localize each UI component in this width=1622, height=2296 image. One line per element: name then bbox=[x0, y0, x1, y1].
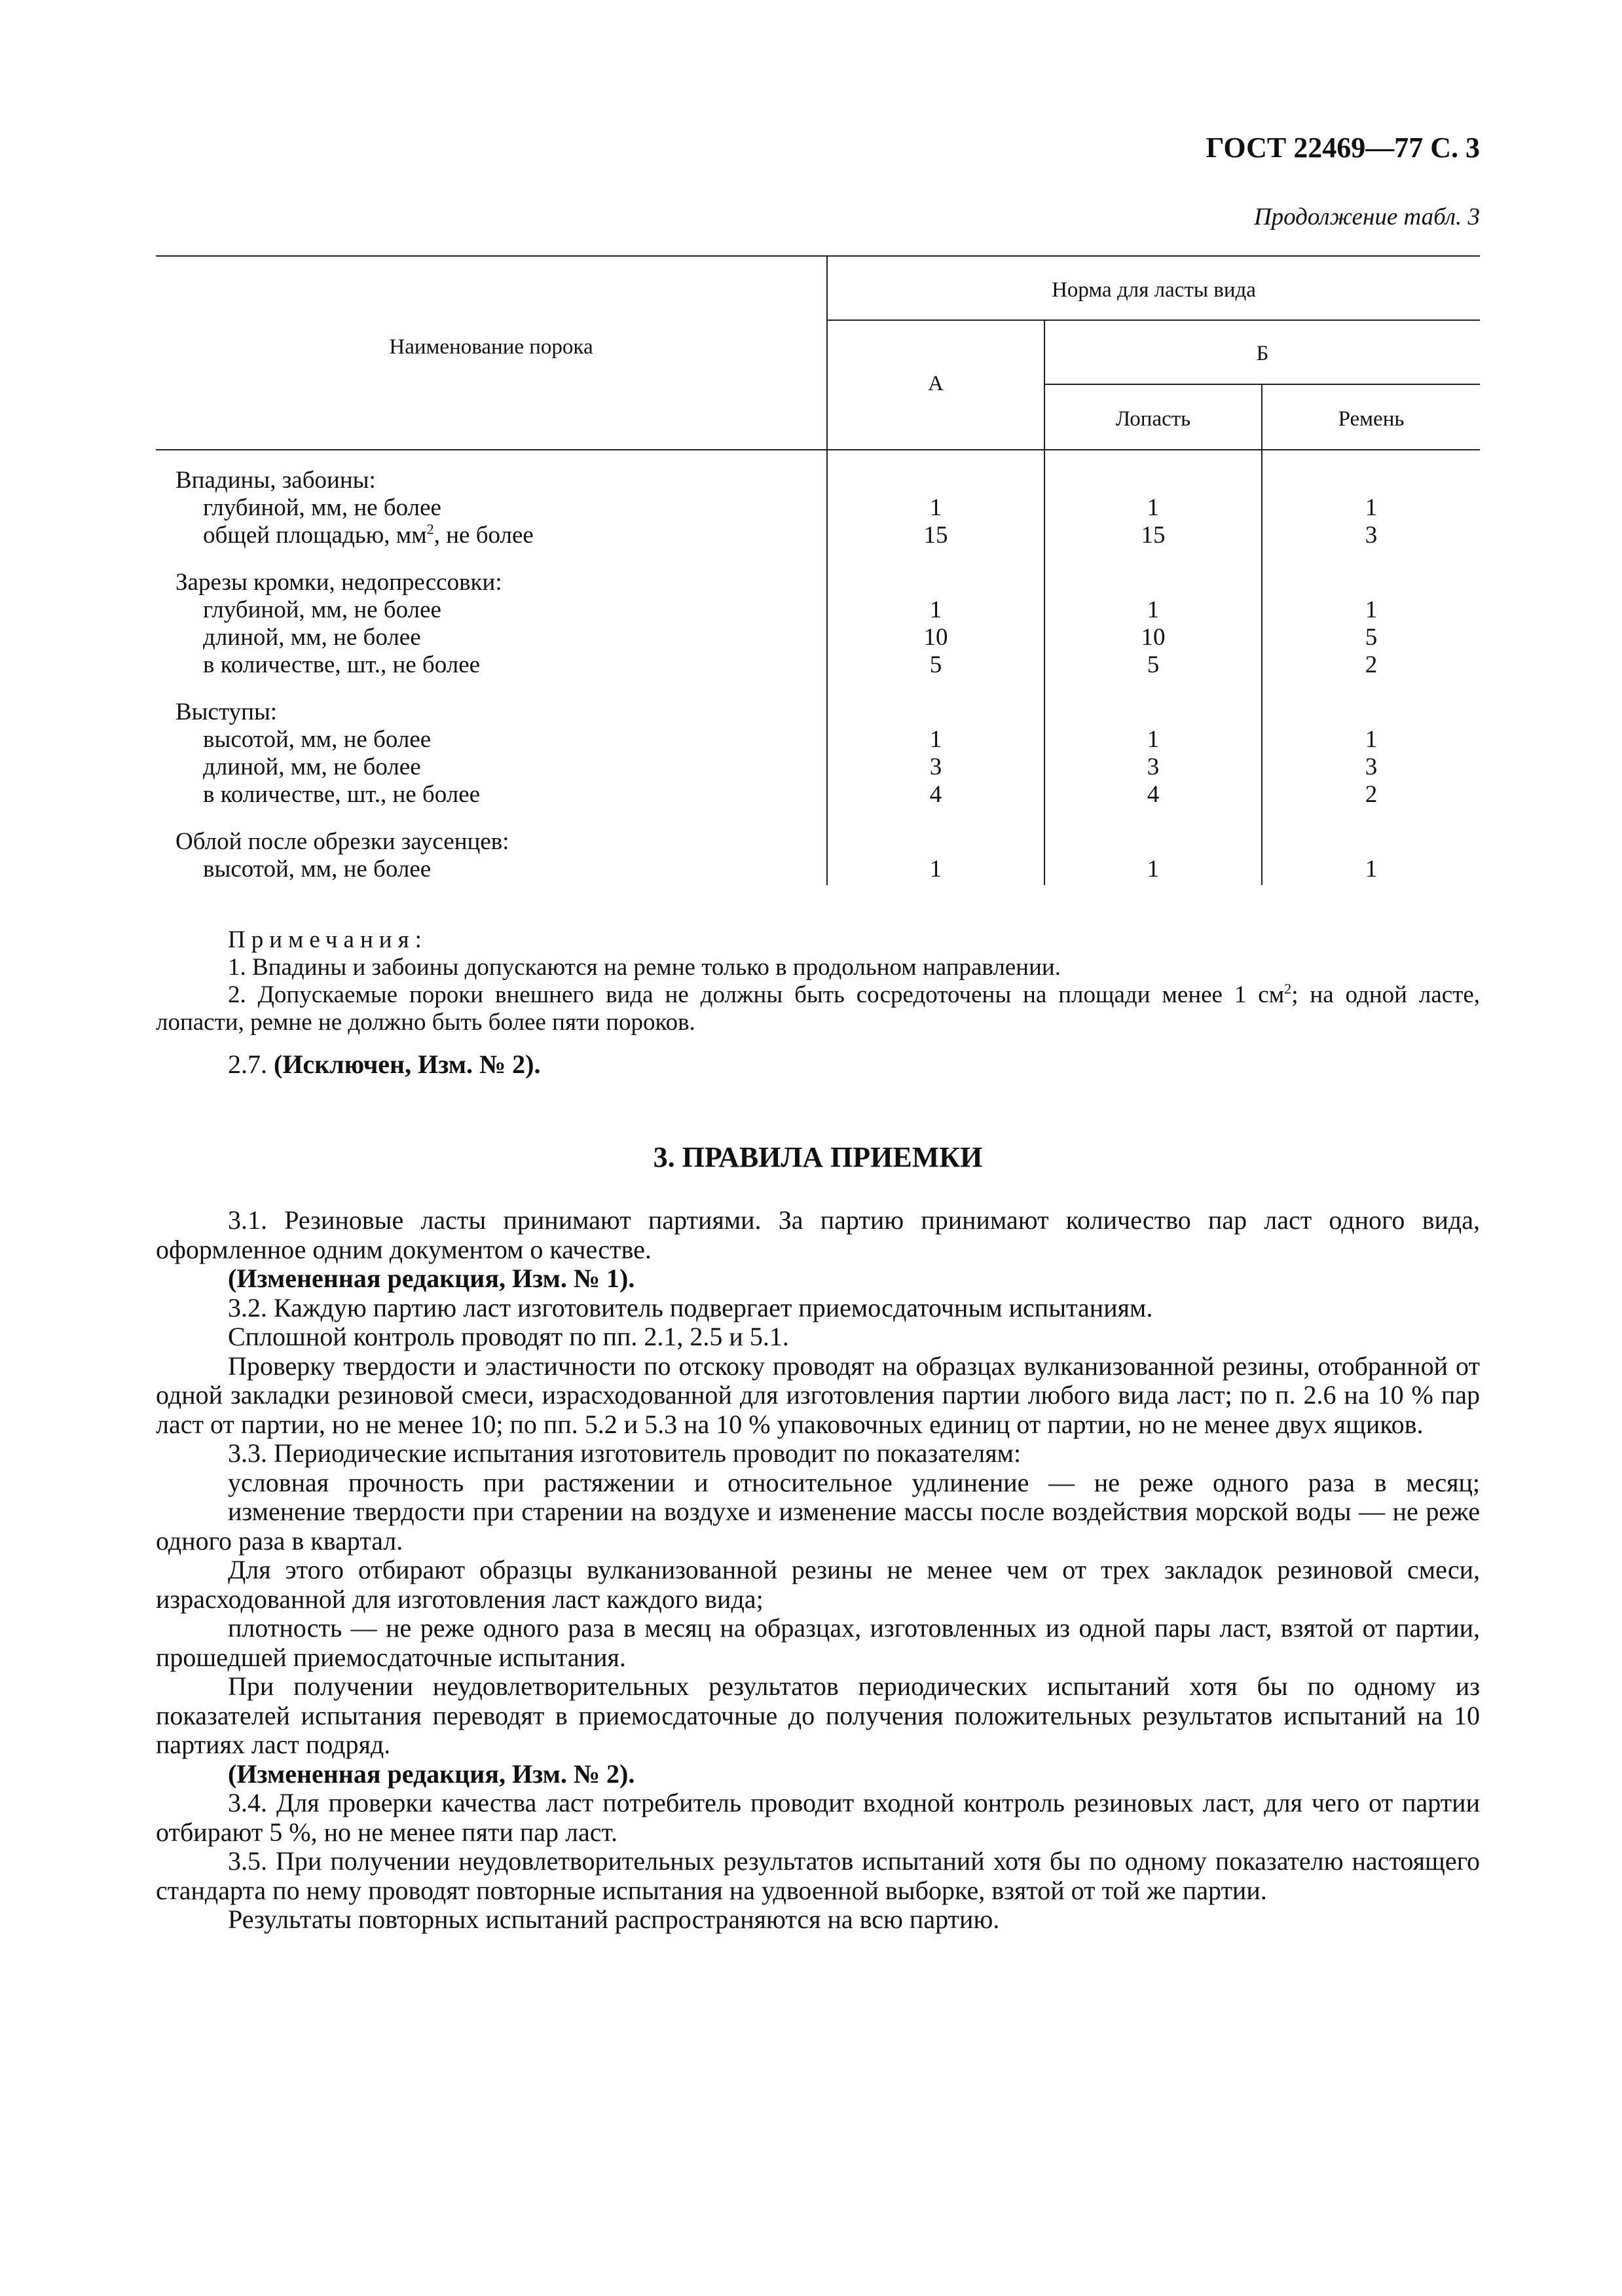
value-a: 1 bbox=[929, 596, 942, 623]
table-header-bottom-rule bbox=[156, 449, 1480, 450]
value-strap: 1 bbox=[1365, 494, 1378, 521]
clause-text: (Исключен, Изм. № 2). bbox=[274, 1049, 541, 1079]
norm-header-rule bbox=[826, 319, 1480, 321]
value-blade: 3 bbox=[1147, 754, 1160, 780]
header-defect-name: Наименование порока bbox=[389, 335, 593, 359]
value-strap: 2 bbox=[1365, 651, 1378, 678]
header-blade: Лопасть bbox=[1115, 407, 1191, 431]
value-strap: 1 bbox=[1365, 596, 1378, 623]
row-label-text: общей площадью, мм bbox=[203, 522, 427, 549]
superscript: 2 bbox=[1284, 980, 1292, 997]
header-type-a: А bbox=[928, 372, 944, 395]
page-header: ГОСТ 22469—77 С. 3 bbox=[1206, 132, 1480, 164]
paragraph: При получении неудовлетворительных результатов периодических испытаний хотя бы по одному из показателей испытания переводят в приемосдаточные до получения положительных результатов испытаний на 10 партиях ласт подряд. bbox=[156, 1671, 1480, 1759]
row-label bbox=[203, 521, 534, 549]
note-2 bbox=[156, 981, 1480, 1036]
defects-table bbox=[156, 255, 1480, 884]
note-2-text-end: ; на одной ласте, лопасти, ремне не должно быть более пяти пороков. bbox=[156, 981, 1481, 1036]
paragraph: условная прочность при растяжении и относительное удлинение — не реже одного раза в месяц; bbox=[228, 1467, 1480, 1497]
superscript: 2 bbox=[426, 520, 434, 538]
value-a: 5 bbox=[929, 651, 942, 678]
note-2-text: 2. Допускаемые пороки внешнего вида не должны быть сосредоточены на площади менее 1 см bbox=[228, 981, 1285, 1008]
paragraph: Сплошной контроль проводят по пп. 2.1, 2.5 и 5.1. bbox=[228, 1322, 789, 1351]
section-body bbox=[156, 1206, 1480, 1935]
value-a: 4 bbox=[929, 781, 942, 808]
paragraph: Результаты повторных испытаний распространяются на всю партию. bbox=[228, 1904, 1000, 1934]
row-label: длиной, мм, не более bbox=[203, 624, 421, 651]
value-strap: 3 bbox=[1365, 754, 1378, 780]
value-a: 10 bbox=[923, 624, 948, 651]
clause-2-7 bbox=[228, 1049, 540, 1080]
clause-number: 2.7. bbox=[228, 1049, 267, 1079]
row-label: высотой, мм, не более bbox=[203, 856, 432, 883]
value-blade: 1 bbox=[1147, 856, 1160, 883]
value-strap: 3 bbox=[1365, 522, 1378, 549]
value-blade: 1 bbox=[1147, 596, 1160, 623]
table-top-rule bbox=[156, 255, 1480, 257]
amendment-note: (Измененная редакция, Изм. № 2). bbox=[228, 1758, 635, 1789]
group-title: Облой после обрезки заусенцев: bbox=[175, 828, 509, 855]
value-a: 3 bbox=[929, 754, 942, 780]
paragraph: 3.5. При получении неудовлетворительных результатов испытаний хотя бы по одному показателю настоящего стандарта по нему проводят повторные испытания на удвоенной выборке, взятой от той же партии. bbox=[156, 1846, 1480, 1905]
value-blade: 1 bbox=[1147, 494, 1160, 521]
note-1: 1. Впадины и забоины допускаются на ремне только в продольном направлении. bbox=[228, 954, 1061, 981]
value-strap: 1 bbox=[1365, 856, 1378, 883]
paragraph: 3.2. Каждую партию ласт изготовитель подвергает приемосдаточным испытаниям. bbox=[228, 1292, 1153, 1322]
paragraph: плотность — не реже одного раза в месяц на образцах, изготовленных из одной пары ласт, взятой от партии, прошедшей приемосдаточные испытания. bbox=[156, 1613, 1480, 1672]
group-title: Выступы: bbox=[175, 699, 278, 725]
value-a: 1 bbox=[929, 726, 942, 753]
table-notes bbox=[156, 926, 1480, 1036]
value-a: 1 bbox=[929, 494, 942, 521]
header-strap: Ремень bbox=[1338, 407, 1405, 431]
row-label: длиной, мм, не более bbox=[203, 754, 421, 780]
paragraph: 3.1. Резиновые ласты принимают партиями. За партию принимают количество пар ласт одного вида, оформленное одним документом о качестве. bbox=[156, 1205, 1480, 1264]
value-a: 15 bbox=[923, 522, 948, 549]
value-blade: 4 bbox=[1147, 781, 1160, 808]
row-label-suffix: , не более bbox=[433, 522, 534, 549]
amendment-note: (Измененная редакция, Изм. № 1). bbox=[228, 1264, 635, 1293]
value-a: 1 bbox=[929, 856, 942, 883]
value-blade: 15 bbox=[1141, 522, 1166, 549]
group-title: Зарезы кромки, недопрессовки: bbox=[175, 569, 502, 596]
value-strap: 1 bbox=[1365, 726, 1378, 753]
value-strap: 5 bbox=[1365, 624, 1378, 651]
value-blade: 1 bbox=[1147, 726, 1160, 753]
section-title: 3. ПРАВИЛА ПРИЕМКИ bbox=[653, 1141, 983, 1173]
value-strap: 2 bbox=[1365, 781, 1378, 808]
row-label: в количестве, шт., не более bbox=[203, 651, 481, 678]
paragraph: Проверку твердости и эластичности по отскоку проводят на образцах вулканизованной резины, отобранной от одной закладки резиновой смеси, израсходованной для изготовления партии любого вида ласт; по п. 2.6 на 10 % пар ласт от партии, но не менее 10; по пп. 5.2 и 5.3 на 10 % упаковочных единиц от партии, но не менее двух ящиков. bbox=[156, 1351, 1480, 1439]
paragraph: 3.3. Периодические испытания изготовитель проводит по показателям: bbox=[228, 1438, 1022, 1468]
row-label: глубиной, мм, не более bbox=[203, 494, 441, 521]
value-blade: 10 bbox=[1141, 624, 1166, 651]
notes-title: Примечания: bbox=[228, 926, 428, 953]
table-continuation-label: Продолжение табл. 3 bbox=[1253, 204, 1480, 230]
row-label: глубиной, мм, не более bbox=[203, 596, 441, 623]
value-blade: 5 bbox=[1147, 651, 1160, 678]
header-norm: Норма для ласты вида bbox=[1052, 278, 1256, 302]
group-title: Впадины, забоины: bbox=[175, 467, 376, 494]
row-label: в количестве, шт., не более bbox=[203, 781, 481, 808]
row-label: высотой, мм, не более bbox=[203, 726, 432, 753]
paragraph: Для этого отбирают образцы вулканизованной резины не менее чем от трех закладок резиновой смеси, израсходованной для изготовления ласт каждого вида; bbox=[156, 1555, 1480, 1614]
header-type-b: Б bbox=[1256, 342, 1269, 365]
paragraph: 3.4. Для проверки качества ласт потребитель проводит входной контроль резиновых ласт, для чего от партии отбирают 5 %, но не менее пяти пар ласт. bbox=[156, 1788, 1480, 1847]
paragraph: изменение твердости при старении на воздухе и изменение массы после воздействия морской воды — не реже одного раза в квартал. bbox=[156, 1497, 1480, 1556]
